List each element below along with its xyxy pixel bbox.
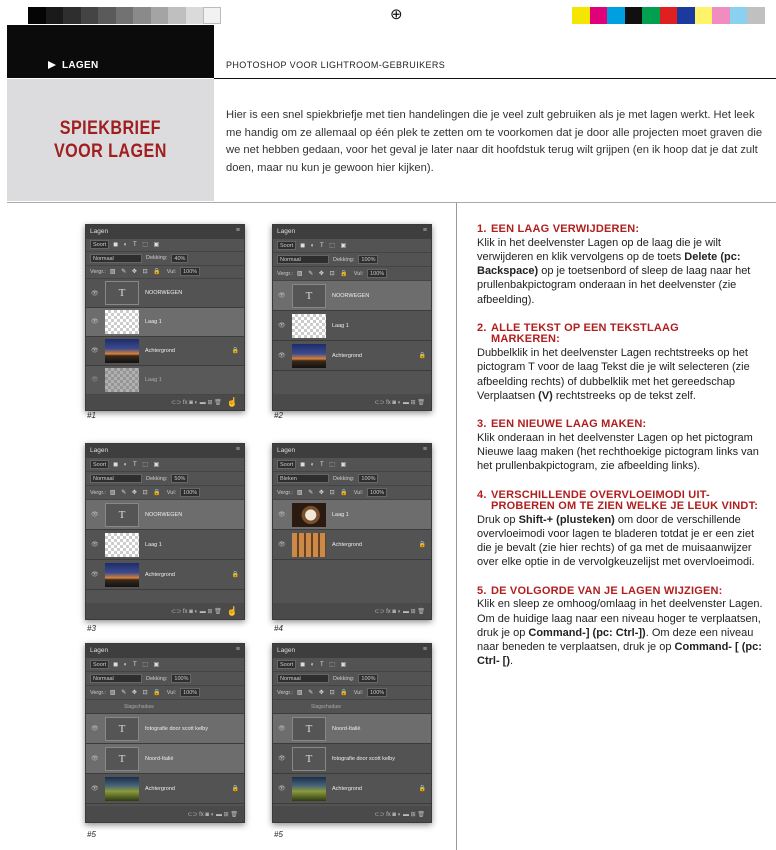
filter-row <box>273 658 431 672</box>
opacity-field[interactable]: 100% <box>358 474 378 483</box>
layer-thumbnail: T <box>105 281 139 305</box>
layer-name: Laag 1 <box>145 541 162 548</box>
eye-icon[interactable]: 👁 <box>91 512 99 518</box>
layers-panel <box>272 224 432 411</box>
tip-number: 4. <box>477 488 487 501</box>
layer-thumbnail: T <box>292 284 326 308</box>
figure-caption: #3 <box>87 624 96 633</box>
opacity-label: Dekking: <box>333 475 355 482</box>
panel-tab-label: Lagen <box>277 647 296 654</box>
lock-row <box>273 267 431 281</box>
filter-icons[interactable]: ◼ ◐ T ⬚ ▣ <box>113 242 162 249</box>
figure-caption: #1 <box>87 411 96 420</box>
layer-row[interactable] <box>86 337 244 366</box>
layer-row[interactable] <box>273 714 431 744</box>
eye-icon[interactable]: 👁 <box>278 512 286 518</box>
layer-row[interactable] <box>273 744 431 774</box>
layer-name: Laag 1 <box>332 511 349 518</box>
tip-shortcut: Delete (pc: Backspace) <box>477 250 741 278</box>
tip-text: rechtstreeks op de tekst zelf. <box>552 389 696 402</box>
tip-heading <box>477 419 767 431</box>
footer-icons[interactable]: ⊂⊃ fx ◙ ◐ ▬ ⊞ 🗑 <box>374 608 425 615</box>
panel-menu-icon[interactable]: ≡ <box>235 646 240 653</box>
panel-tab-label: Lagen <box>277 447 296 454</box>
lock-icon: 🔒 <box>418 542 426 548</box>
tip-body <box>477 346 767 403</box>
running-title: PHOTOSHOP VOOR LIGHTROOM-GEBRUIKERS <box>226 60 446 70</box>
fill-label: Vul: <box>166 489 177 496</box>
filter-icons[interactable]: ◼ ◐ T ⬚ ▣ <box>113 662 162 668</box>
filter-row <box>86 239 244 252</box>
lock-row <box>86 686 244 700</box>
panel-footer <box>273 603 431 619</box>
panel-menu-icon[interactable]: ≡ <box>235 227 240 234</box>
lock-icons[interactable]: ▨ ✎ ✥ ⊡ 🔒 <box>109 690 163 696</box>
kind-filter[interactable]: Soort <box>90 460 109 469</box>
opacity-field[interactable]: 100% <box>171 674 191 683</box>
layer-thumbnail <box>292 533 326 557</box>
eye-icon[interactable]: 👁 <box>278 323 286 329</box>
blend-row <box>86 472 244 486</box>
tip-text: op je toetsenbord of sleep de laag naar het prullenbakpictogram onderaan in het deelvenster (zie afbeelding). <box>477 265 751 306</box>
title-line-1: SPIEKBRIEF <box>59 118 162 139</box>
opacity-label: Dekking: <box>333 256 355 263</box>
header-rule <box>214 78 776 79</box>
tip-shortcut: Command- [ (pc: Ctrl- [) <box>477 641 762 668</box>
tip-text: . <box>510 655 514 668</box>
fill-field[interactable]: 100% <box>367 688 387 697</box>
layer-name: Achtergrond <box>332 541 362 548</box>
layer-thumbnail <box>105 563 139 587</box>
layer-row[interactable] <box>86 500 244 530</box>
tip-body <box>477 597 767 668</box>
tip-item <box>477 490 767 570</box>
filter-icons[interactable]: ◼ ◐ T ⬚ ▣ <box>300 662 349 668</box>
intro-paragraph: Hier is een snel spiekbriefje met tien handelingen die je veel zult gebruiken als je met lagen werkt. Het leek me handig om ze allemaal op één plek te zetten om te voorkomen dat je door alle projecten moet graven die we net hebben gedaan, voor het geval je later naar dit hoofdstuk terug wilt grijpen (en ik hoop dat je dat zult doen, maar nu kun je gewoon hier kijken). <box>226 109 763 174</box>
color-swatch <box>607 7 625 24</box>
panel-menu-icon[interactable]: ≡ <box>422 227 427 234</box>
eye-icon[interactable]: 👁 <box>91 726 99 732</box>
opacity-field[interactable]: 100% <box>358 674 378 683</box>
section-label: LAGEN <box>62 60 99 71</box>
gray-swatch <box>203 7 221 24</box>
panel-menu-icon[interactable]: ≡ <box>235 446 240 453</box>
layer-thumbnail <box>292 777 326 801</box>
layer-thumbnail <box>105 533 139 557</box>
filter-row <box>86 658 244 672</box>
tip-text: Druk op <box>477 513 519 526</box>
layer-name: NOORWEGEN <box>145 290 183 297</box>
tip-title: VERSCHILLENDE OVERVLOEIMODI UIT- <box>491 488 710 501</box>
lock-icons[interactable]: ▨ ✎ ✥ ⊡ 🔒 <box>109 490 163 496</box>
kind-filter[interactable]: Soort <box>90 660 109 669</box>
tip-heading <box>477 490 767 513</box>
panel-menu-icon[interactable]: ≡ <box>422 446 427 453</box>
tip-heading <box>477 323 767 346</box>
panel-title-bar <box>273 444 431 458</box>
tip-text: Klik onderaan in het deelvenster Lagen op het pictogram Nieuwe laag maken (het rechthoekige pictogram links van het prullenbakpictogram, zie afbeelding links). <box>477 431 759 473</box>
eye-icon[interactable]: 👁 <box>91 290 99 297</box>
layer-thumbnail: T <box>105 747 139 771</box>
tip-title: EEN LAAG VERWIJDEREN: <box>491 223 640 235</box>
panel-empty-area <box>86 590 244 603</box>
lock-icon: 🔒 <box>418 353 426 359</box>
panel-footer <box>273 394 431 410</box>
layer-row[interactable] <box>273 530 431 560</box>
layers-panel <box>85 643 245 823</box>
layers-panel <box>272 443 432 620</box>
opacity-label: Dekking: <box>146 255 168 262</box>
layer-row[interactable] <box>273 281 431 311</box>
tip-heading <box>477 586 767 598</box>
footer-icons[interactable]: ⊂⊃ fx ◙ ◐ ▬ ⊞ 🗑 <box>374 811 425 818</box>
layer-name: Achtergrond <box>145 347 175 354</box>
eye-icon[interactable]: 👁 <box>91 756 99 762</box>
color-swatch <box>747 7 765 24</box>
eye-icon[interactable]: 👁 <box>278 353 286 359</box>
page-title <box>54 117 167 163</box>
fill-label: Vul: <box>166 268 177 275</box>
footer-icons[interactable]: ⊂⊃ fx ◙ ◐ ▬ ⊞ 🗑 <box>171 399 222 406</box>
lock-label: Vergr.: <box>277 270 293 277</box>
lock-label: Vergr.: <box>90 489 106 496</box>
gray-swatch <box>81 7 99 24</box>
gray-swatch <box>63 7 81 24</box>
layer-thumbnail <box>292 503 326 527</box>
eye-icon[interactable]: 👁 <box>278 542 286 548</box>
eye-icon[interactable]: 👁 <box>91 572 99 578</box>
layer-name: Laag 1 <box>332 322 349 329</box>
figure-caption: #2 <box>274 411 283 420</box>
layers-panel <box>85 443 245 620</box>
layer-row[interactable] <box>273 700 431 714</box>
figure-caption: #5 <box>274 830 283 839</box>
lock-icon: 🔒 <box>418 786 426 792</box>
eye-icon[interactable]: 👁 <box>91 786 99 792</box>
lock-label: Vergr.: <box>90 689 106 696</box>
layer-name: Noord-Italië <box>145 755 174 762</box>
layer-row[interactable] <box>86 744 244 774</box>
tip-text: Dubbelklik in het deelvenster Lagen rechtstreeks op het pictogram T voor de laag Tekst die je wilt selecteren (zie afbeelding rechts) of dubbelklik met het gereedschap Verplaatsen <box>477 346 750 402</box>
blend-mode-select[interactable]: Normaal <box>90 674 142 683</box>
layer-row[interactable] <box>86 700 244 714</box>
gray-swatch <box>116 7 134 24</box>
tip-shortcut: Shift-+ (plusteken) <box>518 513 615 526</box>
eye-icon[interactable]: 👁 <box>278 726 286 732</box>
fill-field[interactable]: 100% <box>367 269 387 278</box>
layer-row[interactable] <box>273 500 431 530</box>
lock-label: Vergr.: <box>277 689 293 696</box>
blend-row <box>273 472 431 486</box>
panel-footer <box>86 806 244 822</box>
layer-name: Slagschaduw <box>311 703 341 710</box>
triangle-icon <box>48 61 56 69</box>
layer-name: Slagschaduw <box>124 703 154 710</box>
panel-tab-label: Lagen <box>90 647 109 654</box>
figure-caption: #4 <box>274 624 283 633</box>
fill-field[interactable]: 100% <box>180 267 200 276</box>
color-swatch <box>625 7 643 24</box>
gray-swatch <box>151 7 169 24</box>
blend-row <box>86 672 244 686</box>
tip-number: 2. <box>477 321 487 334</box>
fill-field[interactable]: 100% <box>367 488 387 497</box>
lock-label: Vergr.: <box>90 268 106 275</box>
footer-icons[interactable]: ⊂⊃ fx ◙ ◐ ▬ ⊞ 🗑 <box>171 608 222 615</box>
color-swatch <box>677 7 695 24</box>
layer-row[interactable] <box>86 774 244 804</box>
tip-title: DE VOLGORDE VAN JE LAGEN WIJZIGEN: <box>491 584 723 597</box>
kind-filter[interactable]: Soort <box>90 240 109 249</box>
eye-icon[interactable]: 👁 <box>91 319 99 326</box>
blend-mode-select[interactable]: Normaal <box>277 674 329 683</box>
filter-icons[interactable]: ◼ ◐ T ⬚ ▣ <box>300 243 349 249</box>
tip-title-cont: PROBEREN OM TE ZIEN WELKE JE LEUK VINDT: <box>491 500 759 513</box>
opacity-label: Dekking: <box>146 475 168 482</box>
color-swatch <box>590 7 608 24</box>
layer-row[interactable] <box>86 560 244 590</box>
fill-field[interactable]: 100% <box>180 688 200 697</box>
layer-name: Achtergrond <box>332 352 362 359</box>
layer-name: fotografie door scott kelby <box>332 755 395 762</box>
tip-number: 5. <box>477 584 487 597</box>
eye-icon[interactable]: 👁 <box>91 542 99 548</box>
layer-name: NOORWEGEN <box>332 292 370 299</box>
panel-title-bar <box>273 225 431 239</box>
registration-mark: ⊕ <box>390 6 403 23</box>
panel-title-bar <box>273 644 431 658</box>
filter-icons[interactable]: ◼ ◐ T ⬚ ▣ <box>300 462 349 468</box>
panel-title-bar <box>86 225 244 239</box>
gray-swatch <box>168 7 186 24</box>
tip-item <box>477 323 767 403</box>
layer-thumbnail: T <box>292 747 326 771</box>
kind-filter[interactable]: Soort <box>277 241 296 250</box>
layers-panel <box>85 224 245 411</box>
tip-item <box>477 419 767 473</box>
color-swatch <box>660 7 678 24</box>
layer-thumbnail <box>292 314 326 338</box>
layer-thumbnail <box>105 310 139 334</box>
filter-icons[interactable]: ◼ ◐ T ⬚ ▣ <box>113 462 162 468</box>
footer-icons[interactable]: ⊂⊃ fx ◙ ◐ ▬ ⊞ 🗑 <box>374 399 425 406</box>
fill-field[interactable]: 100% <box>180 488 200 497</box>
tip-number: 3. <box>477 418 487 431</box>
cursor-icon: ☝ <box>226 605 238 616</box>
blend-mode-select[interactable]: Normaal <box>90 474 142 483</box>
opacity-field[interactable]: 100% <box>358 255 378 264</box>
lock-icon: 🔒 <box>231 786 239 792</box>
blend-row <box>273 253 431 267</box>
divider-horizontal <box>7 202 776 203</box>
lock-row <box>86 486 244 500</box>
fill-label: Vul: <box>353 689 364 696</box>
eye-icon[interactable]: 👁 <box>91 377 99 384</box>
lock-row <box>273 486 431 500</box>
gray-swatch <box>186 7 204 24</box>
layer-name: Achtergrond <box>145 571 175 578</box>
opacity-label: Dekking: <box>146 675 168 682</box>
layer-thumbnail <box>292 344 326 368</box>
figure-caption: #5 <box>87 830 96 839</box>
opacity-field[interactable]: 50% <box>171 474 188 483</box>
section-header-block <box>7 25 214 78</box>
layers-panel <box>272 643 432 823</box>
tip-item <box>477 224 767 307</box>
panel-footer <box>273 806 431 822</box>
layer-thumbnail: T <box>292 717 326 741</box>
panel-tab-label: Lagen <box>90 447 109 454</box>
layer-name: Laag 1 <box>145 318 162 325</box>
tip-text: Klik en sleep ze omhoog/omlaag in het deelvenster Lagen. Om de huidige laag naar een niveau hoger te verplaatsen, druk je op <box>477 598 763 639</box>
eye-icon[interactable]: 👁 <box>91 348 99 355</box>
layer-row[interactable] <box>86 714 244 744</box>
panel-footer <box>86 395 244 410</box>
tip-item <box>477 586 767 669</box>
layer-row[interactable] <box>86 530 244 560</box>
blend-mode-select[interactable]: Normaal <box>90 254 142 263</box>
layer-thumbnail <box>105 368 139 392</box>
layer-name: Achtergrond <box>332 785 362 792</box>
tip-shortcut: (V) <box>538 389 553 402</box>
layer-thumbnail <box>105 777 139 801</box>
layer-row[interactable] <box>273 311 431 341</box>
gray-swatch <box>133 7 151 24</box>
gray-swatch <box>46 7 64 24</box>
opacity-label: Dekking: <box>333 675 355 682</box>
blend-row <box>86 252 244 265</box>
eye-icon[interactable]: 👁 <box>278 756 286 762</box>
tip-text: Klik in het deelvenster Lagen op de laag die je wilt verwijderen en klik vervolgens op de toets <box>477 236 721 263</box>
panel-empty-area <box>273 371 431 394</box>
panel-menu-icon[interactable]: ≡ <box>422 646 427 653</box>
fill-label: Vul: <box>166 689 177 696</box>
layer-thumbnail <box>105 339 139 363</box>
gray-swatch <box>28 7 46 24</box>
lock-label: Vergr.: <box>277 489 293 496</box>
tip-title-cont: MARKEREN: <box>491 333 561 346</box>
cursor-icon: ☝ <box>226 396 238 407</box>
tip-body <box>477 236 767 307</box>
layer-thumbnail: T <box>105 717 139 741</box>
tip-shortcut: Command-] (pc: Ctrl-]) <box>528 626 646 639</box>
layer-row[interactable] <box>273 774 431 804</box>
filter-row <box>86 458 244 472</box>
layer-name: Noord-Italië <box>332 725 361 732</box>
tips-list <box>477 224 767 685</box>
layer-row[interactable] <box>86 279 244 308</box>
color-swatch <box>572 7 590 24</box>
lock-row <box>273 686 431 700</box>
tip-text: . Om deze een niveau naar beneden te verplaatsen, druk je op <box>477 626 754 654</box>
lock-icons[interactable]: ▨ ✎ ✥ ⊡ 🔒 <box>109 269 163 276</box>
opacity-field[interactable]: 40% <box>171 254 188 263</box>
blend-mode-select[interactable]: Bleken <box>277 474 329 483</box>
lock-icon: 🔒 <box>231 348 239 355</box>
panel-title-bar <box>86 444 244 458</box>
layer-name: Laag 1 <box>145 376 162 383</box>
tip-title: EEN NIEUWE LAAG MAKEN: <box>491 418 647 431</box>
layer-name: NOORWEGEN <box>145 511 183 518</box>
tip-number: 1. <box>477 223 487 235</box>
layer-name: Achtergrond <box>145 785 175 792</box>
kind-filter[interactable]: Soort <box>277 660 296 669</box>
lock-icon: 🔒 <box>231 572 239 578</box>
blend-row <box>273 672 431 686</box>
tip-heading <box>477 224 767 236</box>
layer-thumbnail: T <box>105 503 139 527</box>
panel-tab-label: Lagen <box>90 228 109 235</box>
filter-row <box>273 458 431 472</box>
divider-vertical <box>456 203 457 850</box>
eye-icon[interactable]: 👁 <box>278 786 286 792</box>
color-swatch <box>730 7 748 24</box>
section-tab <box>48 60 99 71</box>
title-line-2: VOOR LAGEN <box>54 141 167 162</box>
layer-row[interactable] <box>273 341 431 371</box>
layer-row[interactable] <box>86 308 244 337</box>
title-box <box>7 79 214 201</box>
lock-icons[interactable]: ▨ ✎ ✥ ⊡ 🔒 <box>296 690 350 696</box>
panel-tab-label: Lagen <box>277 228 296 235</box>
color-swatch <box>642 7 660 24</box>
eye-icon[interactable]: 👁 <box>278 293 286 299</box>
blend-mode-select[interactable]: Normaal <box>277 255 329 264</box>
tip-title: ALLE TEKST OP EEN TEKSTLAAG <box>491 321 679 334</box>
color-swatch <box>712 7 730 24</box>
tip-text: om door de verschillende overvloeimodi voor lagen te bladeren totdat je er een ziet die je bevalt (zie hier rechts) of ga met de muisaanwijzer over elke optie in de vervolgkeuzelijst met overvloeimodi. <box>477 513 755 569</box>
lock-icons[interactable]: ▨ ✎ ✥ ⊡ 🔒 <box>296 490 350 496</box>
footer-icons[interactable]: ⊂⊃ fx ◙ ◐ ▬ ⊞ 🗑 <box>187 811 238 818</box>
layer-name: fotografie door scott kelby <box>145 725 208 732</box>
fill-label: Vul: <box>353 270 364 277</box>
panel-footer <box>86 603 244 619</box>
fill-label: Vul: <box>353 489 364 496</box>
tip-body <box>477 513 767 570</box>
kind-filter[interactable]: Soort <box>277 460 296 469</box>
layer-row[interactable] <box>86 366 244 395</box>
lock-row <box>86 266 244 279</box>
panel-empty-area <box>273 560 431 603</box>
gray-swatch <box>98 7 116 24</box>
filter-row <box>273 239 431 253</box>
tip-body <box>477 431 767 474</box>
color-swatch <box>695 7 713 24</box>
panel-title-bar <box>86 644 244 658</box>
lock-icons[interactable]: ▨ ✎ ✥ ⊡ 🔒 <box>296 271 350 277</box>
